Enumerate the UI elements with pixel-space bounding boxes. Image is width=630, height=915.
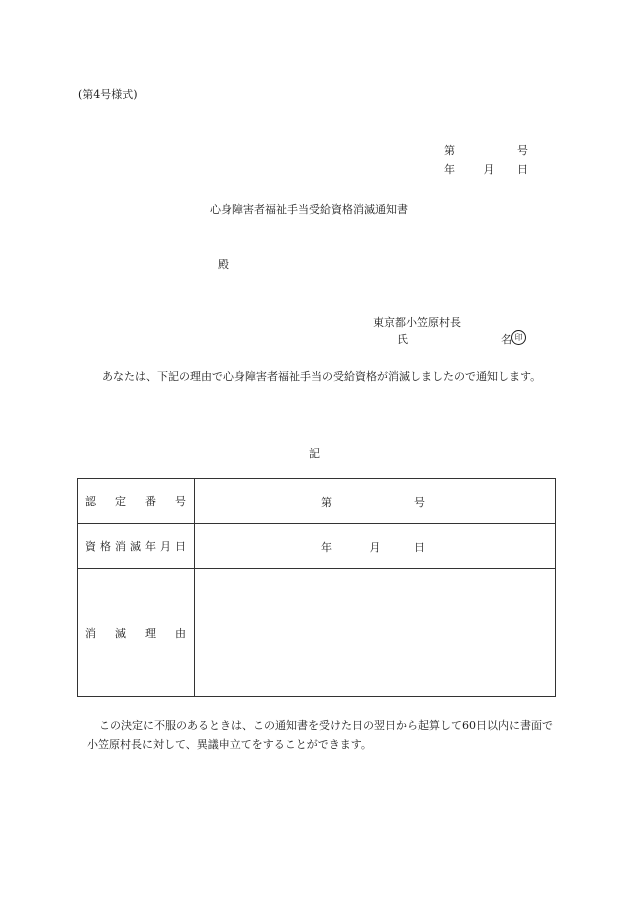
label-char: 年 <box>145 540 156 553</box>
label-char: 定 <box>115 495 126 508</box>
label-cell <box>78 479 195 524</box>
table-row <box>78 569 556 697</box>
addressee-suffix: 殿 <box>218 258 229 271</box>
label-char: 滅 <box>115 626 126 640</box>
label-char: 消 <box>85 626 96 640</box>
value-year: 年 <box>321 541 332 554</box>
date-year-label: 年 <box>444 163 455 176</box>
label-char: 格 <box>100 540 111 553</box>
name-label-shi: 氏 <box>397 333 408 346</box>
number-suffix: 号 <box>517 144 528 157</box>
label-certification-number <box>78 493 194 509</box>
document-number-line <box>444 142 528 158</box>
seal-mark: 印 <box>511 330 526 345</box>
value-suffix: 号 <box>414 496 425 509</box>
ki-heading: 記 <box>309 447 320 460</box>
record-table <box>77 478 556 697</box>
loss-date-cell <box>195 524 556 569</box>
label-char: 番 <box>145 495 156 508</box>
label-cell <box>78 524 195 569</box>
notice-body: あなたは、下記の理由で心身障害者福祉手当の受給資格が消滅しましたので通知します。 <box>102 370 542 383</box>
label-char: 号 <box>175 495 186 508</box>
date-month-label: 月 <box>483 163 495 176</box>
number-prefix: 第 <box>444 144 455 157</box>
form-number: (第4号様式) <box>78 88 138 101</box>
label-char: 消 <box>115 540 126 553</box>
name-label-mei: 名 <box>501 333 512 346</box>
table-row <box>78 479 556 524</box>
label-cell <box>78 569 195 697</box>
date-day-label: 日 <box>517 163 528 176</box>
label-char: 資 <box>85 540 96 553</box>
appeal-notice: この決定に不服のあるときは、この通知書を受けた日の翌日から起算して60日以内に書面で小笠原村長に対して、異議申立てをすることができます。 <box>87 719 553 751</box>
label-char: 由 <box>175 626 186 640</box>
label-char: 月 <box>160 540 171 553</box>
table-row <box>78 524 556 569</box>
value-month: 月 <box>369 541 381 554</box>
label-loss-reason <box>78 625 194 641</box>
value-prefix: 第 <box>321 496 332 509</box>
label-loss-date <box>78 538 194 554</box>
certification-number-cell <box>195 479 556 524</box>
document-date-line <box>444 161 528 177</box>
issuer-title: 東京都小笠原村長 <box>373 316 461 329</box>
value-day: 日 <box>414 541 425 554</box>
loss-reason-cell <box>195 569 556 697</box>
label-char: 日 <box>175 540 186 553</box>
label-char: 滅 <box>130 540 141 553</box>
label-char: 理 <box>145 626 156 640</box>
label-char: 認 <box>85 495 96 508</box>
document-title: 心身障害者福祉手当受給資格消滅通知書 <box>210 203 408 216</box>
